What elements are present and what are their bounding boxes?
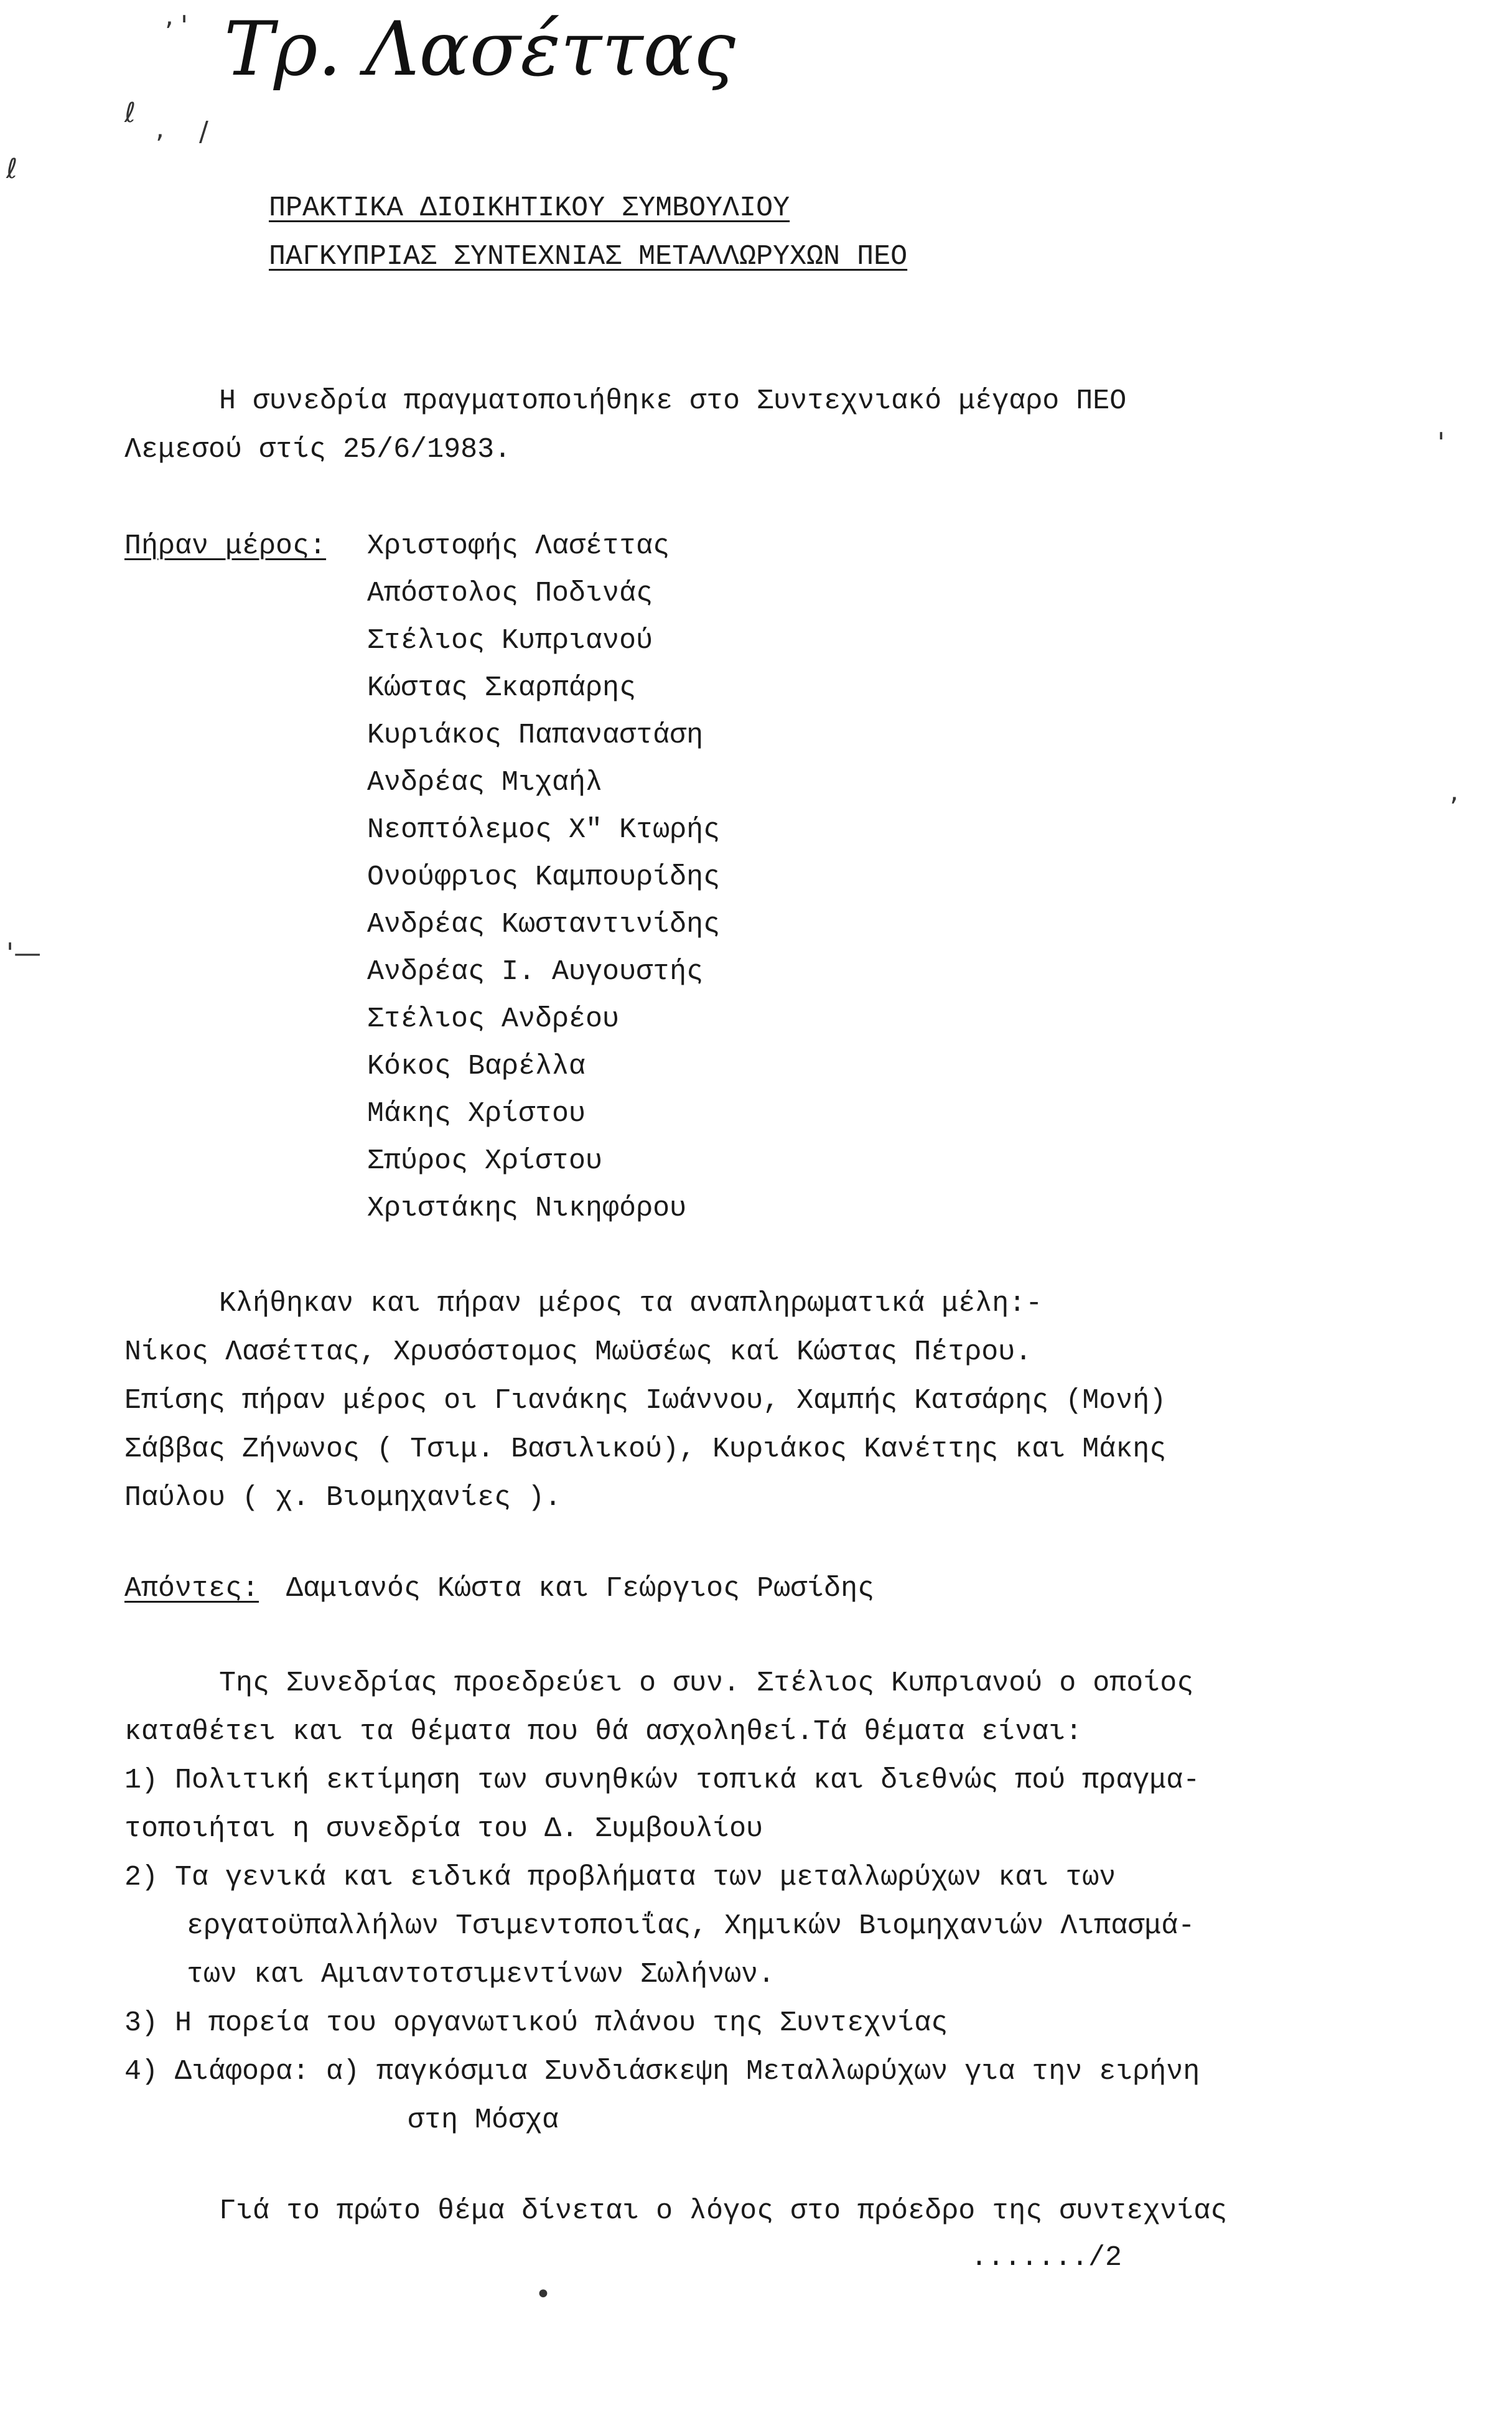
agenda-item-3: 3) Η πορεία του οργανωτικού πλάνου της Συντεχνίας bbox=[124, 2007, 948, 2039]
document-title-line2: ΠΑΓΚΥΠΡΙΑΣ ΣΥΝΤΕΧΝΙΑΣ ΜΕΤΑΛΛΩΡΥΧΩΝ ΠΕΟ bbox=[269, 241, 908, 273]
attendee-name: Μάκης Χρίστου bbox=[367, 1098, 586, 1130]
attendee-name: Στέλιος Κυπριανού bbox=[367, 625, 653, 657]
document-title-line1: ΠΡΑΚΤΙΚΑ ΔΙΟΙΚΗΤΙΚΟΥ ΣΥΜΒΟΥΛΙΟΥ bbox=[269, 192, 790, 224]
attendee-name: Ανδρέας Μιχαήλ bbox=[367, 767, 603, 799]
page-marker: ......./2 bbox=[971, 2242, 1122, 2274]
absent-names: Δαμιανός Κώστα και Γεώργιος Ρωσίδης bbox=[286, 1573, 875, 1605]
agenda-item-1: 1) Πολιτική εκτίμηση των συνηθκών τοπικά και διεθνώς πού πραγμα- bbox=[124, 1765, 1200, 1796]
substitutes-line5: Παύλου ( χ. Βιομηχανίες ). bbox=[124, 1482, 562, 1514]
chair-line2: καταθέτει και τα θέματα που θά ασχοληθεί.Τά θέματα είναι: bbox=[124, 1716, 1083, 1748]
scan-mark: , bbox=[156, 113, 164, 144]
attendee-name: Ονούφριος Καμπουρίδης bbox=[367, 861, 721, 893]
attendee-name: Χριστάκης Νικηφόρου bbox=[367, 1193, 687, 1224]
chair-line1: Της Συνεδρίας προεδρεύει ο συν. Στέλιος Κυπριανού ο οποίος bbox=[219, 1667, 1194, 1699]
scan-mark: ' bbox=[1437, 427, 1445, 459]
attendee-name: Κώστας Σκαρπάρης bbox=[367, 672, 637, 704]
attendee-name: Κυριάκος Παπαναστάση bbox=[367, 720, 704, 751]
attendee-name: Ανδρέας Κωσταντινίδης bbox=[367, 909, 721, 940]
attendee-name: Ανδρέας Ι. Αυγουστής bbox=[367, 956, 704, 988]
scan-mark: , bbox=[1450, 776, 1458, 807]
handwritten-note: Τρ. Λασέττας bbox=[224, 6, 735, 93]
attendees-label: Πήραν μέρος: bbox=[124, 530, 327, 562]
attendee-name: Χριστοφής Λασέττας bbox=[367, 530, 670, 562]
attendee-name: Σπύρος Χρίστου bbox=[367, 1145, 603, 1177]
scan-mark: / bbox=[199, 116, 208, 148]
substitutes-line2: Νίκος Λασέττας, Χρυσόστομος Μωϋσέως καί Κώστας Πέτρου. bbox=[124, 1336, 1032, 1368]
agenda-item-2-cont: των και Αμιαντοτσιμεντίνων Σωλήνων. bbox=[187, 1959, 775, 1990]
intro-line1: Η συνεδρία πραγματοποιήθηκε στο Συντεχνιακό μέγαρο ΠΕΟ bbox=[219, 385, 1127, 417]
agenda-item-4-cont: στη Μόσχα bbox=[408, 2104, 559, 2136]
scan-mark: '— bbox=[6, 937, 42, 969]
attendee-name: Νεοπτόλεμος Χ" Κτωρής bbox=[367, 814, 721, 846]
substitutes-line1: Κλήθηκαν και πήραν μέρος τα αναπληρωματικά μέλη:- bbox=[219, 1288, 1043, 1320]
attendee-name: Απόστολος Ποδινάς bbox=[367, 578, 653, 609]
scan-mark: ℓ bbox=[6, 153, 18, 185]
substitutes-line4: Σάββας Ζήνωνος ( Τσιμ. Βασιλικού), Κυριάκος Κανέττης και Μάκης bbox=[124, 1433, 1167, 1465]
scan-mark: • bbox=[535, 2279, 551, 2310]
agenda-item-1-cont: τοποιήται η συνεδρία του Δ. Συμβουλίου bbox=[124, 1813, 763, 1845]
agenda-item-2-cont: εργατοϋπαλλήλων Τσιμεντοποιΐας, Χημικών Βιομηχανιών Λιπασμά- bbox=[187, 1910, 1195, 1942]
scan-mark: , bbox=[165, 0, 174, 32]
absent-label: Απόντες: bbox=[124, 1573, 259, 1605]
agenda-item-2: 2) Τα γενικά και ειδικά προβλήματα των μεταλλωρύχων και των bbox=[124, 1862, 1116, 1893]
substitutes-line3: Επίσης πήραν μέρος οι Γιανάκης Ιωάννου, Χαμπής Κατσάρης (Μονή) bbox=[124, 1385, 1167, 1417]
agenda-item-4: 4) Διάφορα: α) παγκόσμια Συνδιάσκεψη Μεταλλωρύχων για την ειρήνη bbox=[124, 2056, 1200, 2088]
attendee-name: Στέλιος Ανδρέου bbox=[367, 1003, 620, 1035]
scan-mark: ℓ bbox=[124, 97, 136, 129]
scan-mark: ' bbox=[180, 10, 189, 42]
closing-line: Γιά το πρώτο θέμα δίνεται ο λόγος στο πρόεδρο της συντεχνίας bbox=[219, 2195, 1228, 2227]
intro-line2: Λεμεσού στίς 25/6/1983. bbox=[124, 434, 511, 466]
attendee-name: Κόκος Βαρέλλα bbox=[367, 1051, 586, 1082]
